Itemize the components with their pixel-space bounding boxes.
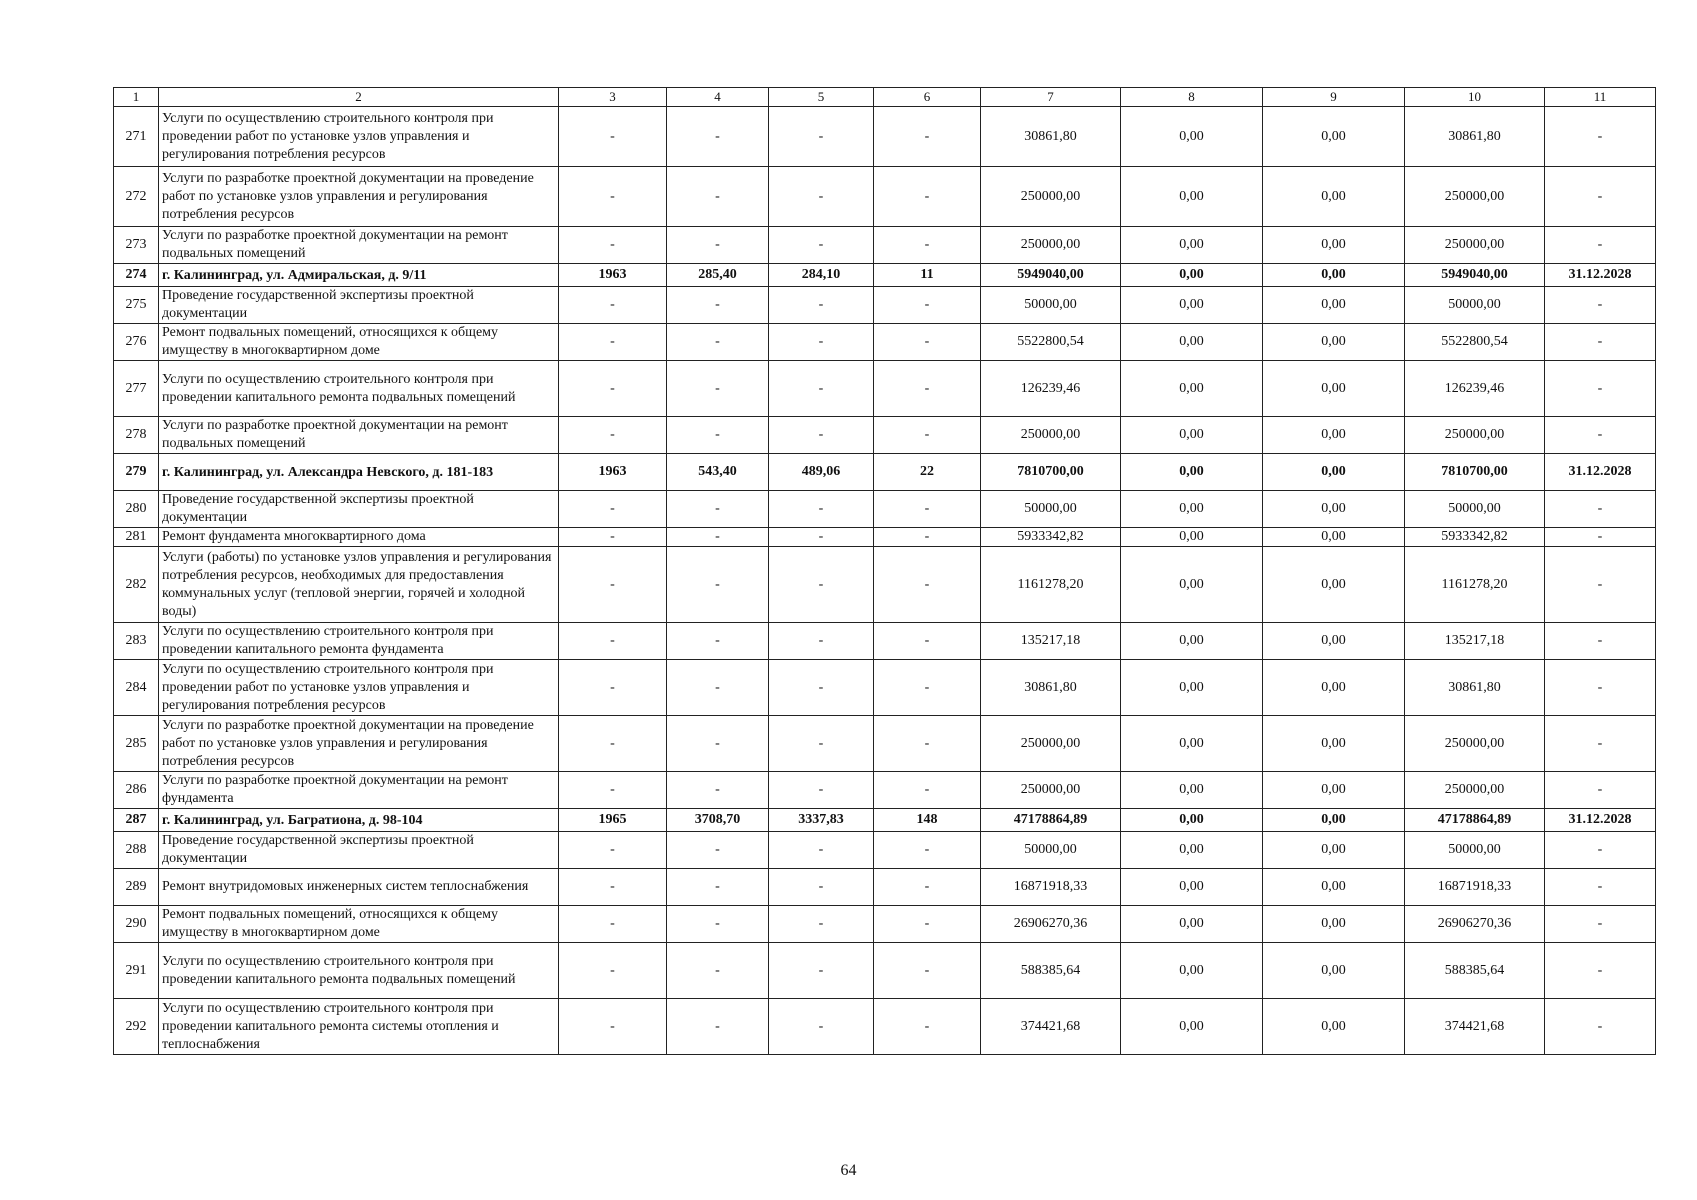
cell-deadline: - [1545,906,1656,943]
cell-deadline: 31.12.2028 [1545,454,1656,491]
cell-fund-cost: 0,00 [1121,623,1263,660]
cell-total-area: 285,40 [667,264,769,287]
cell-budget-cost: 0,00 [1263,227,1405,264]
cell-description: Проведение государственной экспертизы проектной документации [159,491,559,528]
column-number-build-year: 3 [559,88,667,107]
cell-build-year: - [559,167,667,227]
cell-residents: - [874,906,981,943]
cell-build-year: - [559,623,667,660]
cell-living-area: - [769,772,874,809]
cell-total-area: - [667,361,769,417]
cell-fund-cost: 0,00 [1121,528,1263,547]
cell-budget-cost: 0,00 [1263,361,1405,417]
work-item-row [114,832,1656,869]
cell-residents: 11 [874,264,981,287]
cell-build-year: 1965 [559,809,667,832]
cell-fund-cost: 0,00 [1121,999,1263,1055]
column-number-owners-cost: 10 [1405,88,1545,107]
work-item-row [114,324,1656,361]
column-number-description: 2 [159,88,559,107]
cell-row-number: 292 [114,999,159,1055]
cell-description: Проведение государственной экспертизы проектной документации [159,832,559,869]
work-item-row [114,227,1656,264]
cell-fund-cost: 0,00 [1121,943,1263,999]
cell-budget-cost: 0,00 [1263,167,1405,227]
cell-row-number: 275 [114,287,159,324]
cell-owners-cost: 250000,00 [1405,227,1545,264]
cell-living-area: - [769,287,874,324]
cell-total-area: 543,40 [667,454,769,491]
cell-deadline: - [1545,660,1656,716]
cell-description: Услуги по разработке проектной документации на ремонт подвальных помещений [159,227,559,264]
cell-row-number: 289 [114,869,159,906]
cell-description: Услуги (работы) по установке узлов управления и регулирования потребления ресурсов, необходимых для предоставления коммунальных услуг (тепловой энергии, горячей и холодной воды) [159,547,559,623]
cell-budget-cost: 0,00 [1263,454,1405,491]
cell-deadline: - [1545,999,1656,1055]
cell-fund-cost: 0,00 [1121,906,1263,943]
cell-fund-cost: 0,00 [1121,491,1263,528]
cell-deadline: - [1545,869,1656,906]
cell-build-year: - [559,660,667,716]
work-item-row [114,943,1656,999]
work-item-row [114,491,1656,528]
cell-fund-cost: 0,00 [1121,167,1263,227]
cell-total-cost: 588385,64 [981,943,1121,999]
work-item-row [114,660,1656,716]
column-number-deadline: 11 [1545,88,1656,107]
cell-build-year: - [559,491,667,528]
cell-owners-cost: 47178864,89 [1405,809,1545,832]
cell-owners-cost: 374421,68 [1405,999,1545,1055]
cell-fund-cost: 0,00 [1121,454,1263,491]
cell-total-cost: 50000,00 [981,832,1121,869]
cell-total-area: - [667,832,769,869]
cell-living-area: 284,10 [769,264,874,287]
cell-living-area: - [769,660,874,716]
column-number-budget-cost: 9 [1263,88,1405,107]
cell-row-number: 272 [114,167,159,227]
cell-residents: - [874,869,981,906]
cell-owners-cost: 5933342,82 [1405,528,1545,547]
cell-budget-cost: 0,00 [1263,869,1405,906]
cell-living-area: - [769,943,874,999]
cell-residents: - [874,287,981,324]
cell-total-area: - [667,528,769,547]
column-number-total-cost: 7 [981,88,1121,107]
column-number-total-area: 4 [667,88,769,107]
cell-living-area: - [769,324,874,361]
cell-residents: - [874,491,981,528]
cell-budget-cost: 0,00 [1263,943,1405,999]
cell-total-area: - [667,943,769,999]
cell-row-number: 280 [114,491,159,528]
cell-deadline: - [1545,547,1656,623]
cell-description: г. Калининград, ул. Адмиральская, д. 9/11 [159,264,559,287]
cell-fund-cost: 0,00 [1121,287,1263,324]
cell-total-cost: 1161278,20 [981,547,1121,623]
cell-row-number: 291 [114,943,159,999]
cell-budget-cost: 0,00 [1263,660,1405,716]
cell-total-cost: 5949040,00 [981,264,1121,287]
cell-residents: - [874,417,981,454]
cell-budget-cost: 0,00 [1263,772,1405,809]
cell-budget-cost: 0,00 [1263,623,1405,660]
column-number-row-number: 1 [114,88,159,107]
cell-owners-cost: 50000,00 [1405,287,1545,324]
cell-total-cost: 50000,00 [981,287,1121,324]
cell-row-number: 276 [114,324,159,361]
cell-budget-cost: 0,00 [1263,324,1405,361]
cell-build-year: - [559,227,667,264]
cell-total-area: - [667,660,769,716]
cell-owners-cost: 250000,00 [1405,772,1545,809]
cell-row-number: 288 [114,832,159,869]
cell-total-cost: 250000,00 [981,227,1121,264]
cell-total-area: - [667,906,769,943]
cell-total-area: - [667,107,769,167]
cell-living-area: - [769,832,874,869]
cell-row-number: 283 [114,623,159,660]
cell-fund-cost: 0,00 [1121,324,1263,361]
cell-owners-cost: 250000,00 [1405,716,1545,772]
cell-fund-cost: 0,00 [1121,809,1263,832]
cell-total-cost: 47178864,89 [981,809,1121,832]
cell-fund-cost: 0,00 [1121,107,1263,167]
cell-residents: - [874,227,981,264]
cell-owners-cost: 588385,64 [1405,943,1545,999]
cell-total-cost: 5522800,54 [981,324,1121,361]
cell-total-cost: 50000,00 [981,491,1121,528]
cell-total-area: - [667,491,769,528]
cell-fund-cost: 0,00 [1121,869,1263,906]
cell-row-number: 290 [114,906,159,943]
cell-description: Услуги по осуществлению строительного контроля при проведении капитального ремонта фундамента [159,623,559,660]
cell-total-cost: 374421,68 [981,999,1121,1055]
cell-residents: - [874,167,981,227]
cell-row-number: 273 [114,227,159,264]
cell-description: Услуги по разработке проектной документации на ремонт подвальных помещений [159,417,559,454]
cell-row-number: 284 [114,660,159,716]
cell-total-cost: 5933342,82 [981,528,1121,547]
cell-deadline: - [1545,491,1656,528]
cell-build-year: - [559,361,667,417]
cell-residents: - [874,716,981,772]
cell-living-area: - [769,869,874,906]
cell-fund-cost: 0,00 [1121,716,1263,772]
cell-total-cost: 126239,46 [981,361,1121,417]
cell-description: Ремонт внутридомовых инженерных систем теплоснабжения [159,869,559,906]
cell-budget-cost: 0,00 [1263,716,1405,772]
cell-row-number: 286 [114,772,159,809]
cell-build-year: - [559,869,667,906]
column-number-fund-cost: 8 [1121,88,1263,107]
cell-build-year: 1963 [559,264,667,287]
cell-total-cost: 250000,00 [981,417,1121,454]
cell-deadline: - [1545,943,1656,999]
work-item-row [114,528,1656,547]
cell-build-year: - [559,287,667,324]
cell-budget-cost: 0,00 [1263,417,1405,454]
cell-total-cost: 7810700,00 [981,454,1121,491]
cell-living-area: - [769,491,874,528]
cell-total-area: - [667,623,769,660]
cell-description: Услуги по осуществлению строительного контроля при проведении работ по установке узлов управления и регулирования потребления ресурсов [159,107,559,167]
work-item-row [114,547,1656,623]
cell-owners-cost: 30861,80 [1405,660,1545,716]
work-item-row [114,772,1656,809]
cell-build-year: - [559,547,667,623]
cell-budget-cost: 0,00 [1263,264,1405,287]
column-number-row [114,88,1656,107]
cell-build-year: - [559,832,667,869]
cell-owners-cost: 126239,46 [1405,361,1545,417]
cell-budget-cost: 0,00 [1263,107,1405,167]
cell-deadline: - [1545,227,1656,264]
work-item-row [114,906,1656,943]
cell-fund-cost: 0,00 [1121,547,1263,623]
cell-total-cost: 135217,18 [981,623,1121,660]
cell-living-area: - [769,547,874,623]
cell-residents: 148 [874,809,981,832]
cell-build-year: - [559,906,667,943]
cell-residents: - [874,623,981,660]
cell-residents: - [874,107,981,167]
cell-budget-cost: 0,00 [1263,832,1405,869]
cell-description: Услуги по осуществлению строительного контроля при проведении капитального ремонта системы отопления и теплоснабжения [159,999,559,1055]
cell-description: Ремонт подвальных помещений, относящихся к общему имуществу в многоквартирном доме [159,324,559,361]
cell-row-number: 277 [114,361,159,417]
cell-row-number: 278 [114,417,159,454]
cell-total-cost: 250000,00 [981,167,1121,227]
cell-deadline: - [1545,832,1656,869]
cell-total-area: - [667,417,769,454]
cell-row-number: 274 [114,264,159,287]
work-item-row [114,107,1656,167]
cell-owners-cost: 50000,00 [1405,832,1545,869]
cell-deadline: - [1545,716,1656,772]
cell-description: Услуги по осуществлению строительного контроля при проведении работ по установке узлов управления и регулирования потребления ресурсов [159,660,559,716]
cell-budget-cost: 0,00 [1263,999,1405,1055]
cell-living-area: - [769,716,874,772]
cell-living-area: 489,06 [769,454,874,491]
cell-description: Услуги по осуществлению строительного контроля при проведении капитального ремонта подвальных помещений [159,361,559,417]
cell-total-area: - [667,999,769,1055]
cell-budget-cost: 0,00 [1263,547,1405,623]
cell-living-area: - [769,107,874,167]
cell-living-area: - [769,227,874,264]
page-number: 64 [840,1162,857,1179]
cell-description: г. Калининград, ул. Багратиона, д. 98-104 [159,809,559,832]
work-item-row [114,361,1656,417]
cell-deadline: - [1545,623,1656,660]
cell-living-area: - [769,999,874,1055]
cell-fund-cost: 0,00 [1121,264,1263,287]
cell-living-area: - [769,417,874,454]
cell-deadline: - [1545,107,1656,167]
cell-deadline: 31.12.2028 [1545,264,1656,287]
cell-deadline: - [1545,528,1656,547]
cell-owners-cost: 5949040,00 [1405,264,1545,287]
cell-budget-cost: 0,00 [1263,906,1405,943]
cell-build-year: - [559,528,667,547]
cell-residents: - [874,547,981,623]
cell-build-year: 1963 [559,454,667,491]
cell-description: Проведение государственной экспертизы проектной документации [159,287,559,324]
work-item-row [114,287,1656,324]
cell-residents: - [874,999,981,1055]
cell-row-number: 282 [114,547,159,623]
column-number-residents: 6 [874,88,981,107]
cell-total-cost: 250000,00 [981,716,1121,772]
cell-deadline: - [1545,287,1656,324]
cell-total-area: - [667,167,769,227]
work-item-row [114,869,1656,906]
cell-fund-cost: 0,00 [1121,361,1263,417]
cell-row-number: 279 [114,454,159,491]
cell-owners-cost: 135217,18 [1405,623,1545,660]
cell-residents: - [874,324,981,361]
cell-description: Услуги по осуществлению строительного контроля при проведении капитального ремонта подвальных помещений [159,943,559,999]
work-item-row [114,999,1656,1055]
cell-residents: - [874,943,981,999]
cell-deadline: - [1545,167,1656,227]
cell-budget-cost: 0,00 [1263,491,1405,528]
cell-total-cost: 30861,80 [981,107,1121,167]
cell-budget-cost: 0,00 [1263,287,1405,324]
cell-total-area: - [667,227,769,264]
work-item-row [114,623,1656,660]
cell-living-area: - [769,528,874,547]
cell-build-year: - [559,417,667,454]
cell-deadline: - [1545,772,1656,809]
address-row [114,454,1656,491]
cell-fund-cost: 0,00 [1121,227,1263,264]
cell-description: Услуги по разработке проектной документации на проведение работ по установке узлов управления и регулирования потребления ресурсов [159,167,559,227]
cell-total-area: - [667,716,769,772]
cell-build-year: - [559,107,667,167]
cell-description: Ремонт фундамента многоквартирного дома [159,528,559,547]
address-row [114,264,1656,287]
cell-deadline: - [1545,417,1656,454]
cell-residents: - [874,660,981,716]
cell-total-cost: 30861,80 [981,660,1121,716]
cell-living-area: - [769,167,874,227]
cell-budget-cost: 0,00 [1263,528,1405,547]
cell-total-area: 3708,70 [667,809,769,832]
work-item-row [114,417,1656,454]
cell-build-year: - [559,772,667,809]
cell-owners-cost: 30861,80 [1405,107,1545,167]
column-number-living-area: 5 [769,88,874,107]
cell-owners-cost: 1161278,20 [1405,547,1545,623]
cell-fund-cost: 0,00 [1121,417,1263,454]
work-item-row [114,716,1656,772]
cell-budget-cost: 0,00 [1263,809,1405,832]
cell-build-year: - [559,999,667,1055]
cell-build-year: - [559,716,667,772]
cell-living-area: - [769,906,874,943]
cell-row-number: 285 [114,716,159,772]
cell-total-area: - [667,287,769,324]
cell-residents: - [874,528,981,547]
cell-residents: - [874,772,981,809]
cell-living-area: - [769,361,874,417]
cell-living-area: 3337,83 [769,809,874,832]
capital-repair-table [113,87,1656,1055]
cell-living-area: - [769,623,874,660]
cell-owners-cost: 16871918,33 [1405,869,1545,906]
cell-row-number: 271 [114,107,159,167]
cell-deadline: 31.12.2028 [1545,809,1656,832]
cell-total-area: - [667,869,769,906]
work-item-row [114,167,1656,227]
cell-row-number: 281 [114,528,159,547]
cell-fund-cost: 0,00 [1121,772,1263,809]
cell-build-year: - [559,943,667,999]
cell-owners-cost: 7810700,00 [1405,454,1545,491]
cell-owners-cost: 250000,00 [1405,417,1545,454]
cell-residents: - [874,361,981,417]
cell-owners-cost: 26906270,36 [1405,906,1545,943]
cell-description: г. Калининград, ул. Александра Невского, д. 181-183 [159,454,559,491]
cell-total-area: - [667,324,769,361]
cell-fund-cost: 0,00 [1121,660,1263,716]
cell-description: Ремонт подвальных помещений, относящихся к общему имуществу в многоквартирном доме [159,906,559,943]
cell-build-year: - [559,324,667,361]
cell-deadline: - [1545,324,1656,361]
cell-deadline: - [1545,361,1656,417]
cell-owners-cost: 50000,00 [1405,491,1545,528]
cell-row-number: 287 [114,809,159,832]
cell-total-cost: 250000,00 [981,772,1121,809]
cell-owners-cost: 5522800,54 [1405,324,1545,361]
cell-total-area: - [667,547,769,623]
address-row [114,809,1656,832]
cell-residents: 22 [874,454,981,491]
cell-total-area: - [667,772,769,809]
cell-fund-cost: 0,00 [1121,832,1263,869]
cell-description: Услуги по разработке проектной документации на ремонт фундамента [159,772,559,809]
cell-total-cost: 16871918,33 [981,869,1121,906]
cell-residents: - [874,832,981,869]
cell-owners-cost: 250000,00 [1405,167,1545,227]
cell-description: Услуги по разработке проектной документации на проведение работ по установке узлов управления и регулирования потребления ресурсов [159,716,559,772]
cell-total-cost: 26906270,36 [981,906,1121,943]
